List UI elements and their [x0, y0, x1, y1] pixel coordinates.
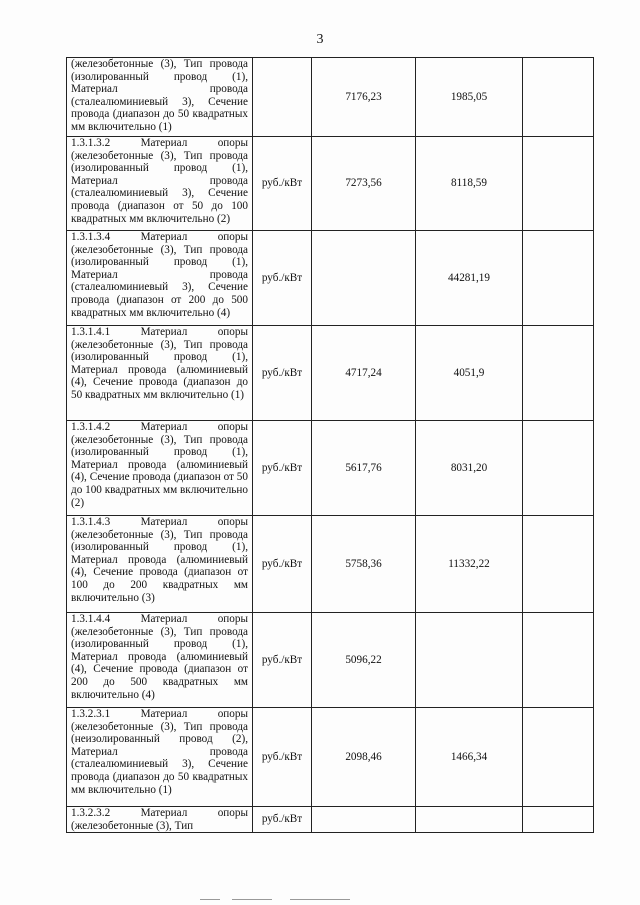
value-2-text: 1466,34: [450, 750, 488, 763]
item-name-cell: [67, 58, 253, 137]
item-name-cell: [67, 231, 253, 326]
item-name-text: 1.3.1.4.3 Материал опоры (железобетонные (3), Тип провода (изолированный провод (1), Материал провода (алюминиевый (4), Сечение провода (диапазон от 100 до 200 квадратных мм включительно (3): [71, 516, 248, 604]
value-2-cell: [416, 326, 523, 421]
value-1-text: 7176,23: [345, 90, 382, 103]
value-2-text: 44281,19: [448, 271, 490, 284]
unit-text: руб./кВт: [261, 366, 303, 379]
item-name-text: 1.3.1.3.4 Материал опоры (железобетонные (3), Тип провода (изолированный провод (1), Материал провода (сталеалюминиевый 3), Сечение провода (диапазон от 200 до 500 квадратных мм включительно (4): [71, 231, 248, 319]
item-name-cell: [67, 807, 253, 833]
item-name-text: 1.3.2.3.1 Материал опоры (железобетонные (3), Тип провода (неизолированный провод (2), Материал провода (сталеалюминиевый 3), Сечение провода (диапазон до 50 квадратных мм включительно (1): [71, 708, 248, 796]
value-2-cell: [416, 231, 523, 326]
value-1-cell: [312, 231, 416, 326]
value-1-text: 5617,76: [345, 461, 382, 474]
value-1-text: 5758,36: [345, 557, 382, 570]
value-2-cell: [416, 421, 523, 516]
unit-text: руб./кВт: [261, 177, 303, 190]
page-number: 3: [316, 32, 324, 47]
value-2-text: 8031,20: [450, 461, 488, 474]
value-1-cell: [312, 613, 416, 708]
unit-text: руб./кВт: [261, 271, 303, 284]
value-2-cell: [416, 137, 523, 231]
table-row: [67, 58, 594, 137]
value-1-cell: [312, 516, 416, 613]
unit-cell: [253, 137, 312, 231]
value-1-cell: [312, 807, 416, 833]
value-1-cell: [312, 58, 416, 137]
unit-cell: [253, 231, 312, 326]
table-row: [67, 807, 594, 833]
value-1-cell: [312, 708, 416, 807]
table-row: [67, 708, 594, 807]
tariff-table-body: [67, 58, 594, 833]
tariff-table: [66, 57, 594, 833]
value-2-text: 1985,05: [450, 90, 488, 103]
table-row: [67, 613, 594, 708]
item-name-text: 1.3.1.4.2 Материал опоры (железобетонные (3), Тип провода (изолированный провод (1), Материал провода (алюминиевый (4), Сечение провода (диапазон от 50 до 100 квадратных мм включительно (2): [71, 421, 248, 509]
value-3-cell: [523, 613, 594, 708]
unit-text: руб./кВт: [261, 813, 303, 826]
unit-cell: [253, 326, 312, 421]
value-3-cell: [523, 137, 594, 231]
value-3-cell: [523, 231, 594, 326]
table-row: [67, 326, 594, 421]
value-2-text: 8118,59: [451, 177, 487, 190]
value-3-cell: [523, 516, 594, 613]
unit-cell: [253, 516, 312, 613]
unit-text: руб./кВт: [261, 461, 303, 474]
unit-cell: [253, 421, 312, 516]
item-name-cell: [67, 137, 253, 231]
value-2-cell: [416, 516, 523, 613]
value-2-cell: [416, 58, 523, 137]
value-1-text: 4717,24: [345, 366, 382, 379]
item-name-text: (железобетонные (3), Тип провода (изолированный провод (1), Материал провода (сталеалюминиевый 3), Сечение провода (диапазон до 50 квадратных мм включительно (1): [71, 58, 248, 133]
unit-cell: [253, 58, 312, 137]
footer-rule: [200, 899, 220, 900]
item-name-cell: [67, 326, 253, 421]
unit-text: руб./кВт: [261, 750, 303, 763]
table-row: [67, 231, 594, 326]
table-row: [67, 137, 594, 231]
value-2-text: 4051,9: [453, 366, 485, 379]
unit-text: руб./кВт: [261, 557, 303, 570]
value-1-cell: [312, 137, 416, 231]
footer-rule: [232, 899, 272, 900]
unit-text: руб./кВт: [261, 653, 303, 666]
value-3-cell: [523, 58, 594, 137]
item-name-cell: [67, 421, 253, 516]
value-1-cell: [312, 421, 416, 516]
value-1-cell: [312, 326, 416, 421]
value-1-text: 7273,56: [345, 177, 382, 190]
item-name-cell: [67, 516, 253, 613]
item-name-text: 1.3.1.3.2 Материал опоры (железобетонные (3), Тип провода (изолированный провод (1), Материал провода (сталеалюминиевый 3), Сечение провода (диапазон от 50 до 100 квадратных мм включительно (2): [71, 137, 248, 225]
item-name-cell: [67, 708, 253, 807]
table-row: [67, 516, 594, 613]
footer-rule: [290, 899, 350, 900]
item-name-text: 1.3.1.4.1 Материал опоры (железобетонные (3), Тип провода (изолированный провод (1), Материал провода (алюминиевый (4), Сечение провода (диапазон до 50 квадратных мм включительно (1): [71, 326, 248, 401]
item-name-cell: [67, 613, 253, 708]
value-2-cell: [416, 613, 523, 708]
value-2-cell: [416, 807, 523, 833]
item-name-text: 1.3.1.4.4 Материал опоры (железобетонные (3), Тип провода (изолированный провод (1), Материал провода (алюминиевый (4), Сечение провода (диапазон от 200 до 500 квадратных мм включительно (4): [71, 613, 248, 701]
table-row: [67, 421, 594, 516]
value-3-cell: [523, 807, 594, 833]
value-2-text: 11332,22: [448, 557, 490, 570]
value-3-cell: [523, 326, 594, 421]
unit-cell: [253, 613, 312, 708]
value-2-cell: [416, 708, 523, 807]
value-1-text: 5096,22: [345, 653, 382, 666]
value-1-text: 2098,46: [345, 750, 382, 763]
unit-cell: [253, 708, 312, 807]
value-3-cell: [523, 421, 594, 516]
item-name-text: 1.3.2.3.2 Материал опоры (железобетонные (3), Тип: [71, 807, 248, 832]
value-3-cell: [523, 708, 594, 807]
unit-cell: [253, 807, 312, 833]
